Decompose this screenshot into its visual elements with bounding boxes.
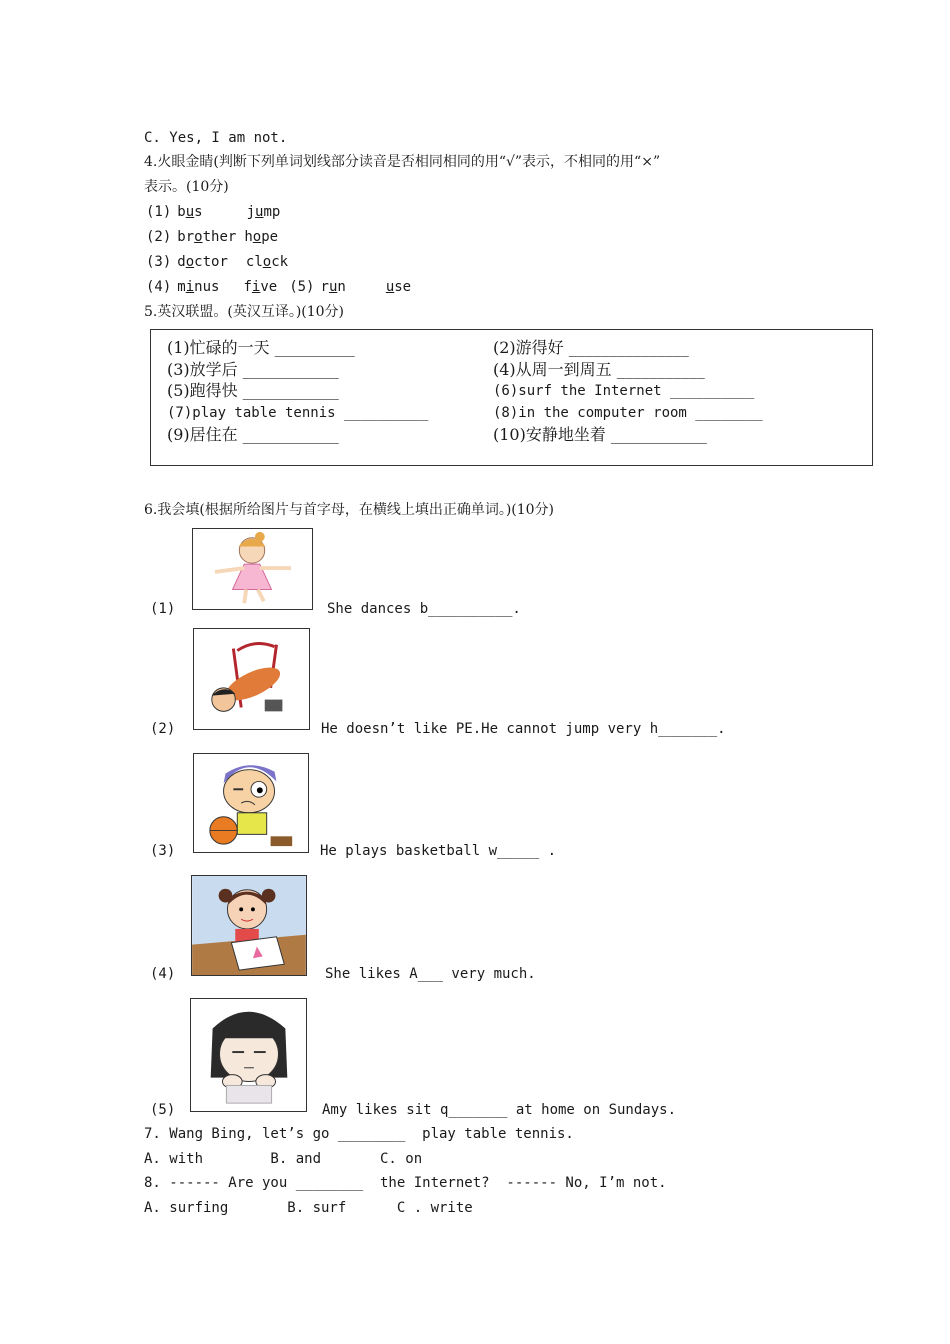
q6-item-4-text: She likes A___ very much. — [325, 966, 536, 982]
translation-item-4: (4)从周一到周五 ___________ — [493, 360, 705, 379]
q8-options: A. surfing B. surf C . write — [144, 1200, 473, 1216]
q7-question: 7. Wang Bing, let’s go ________ play table tennis. — [144, 1126, 574, 1142]
q6-item-5-num: (5) — [150, 1102, 176, 1118]
q4-item-2: (2) brother hope — [146, 229, 279, 245]
translation-box — [150, 329, 873, 466]
translation-item-5: (5)跑得快 ____________ — [167, 381, 339, 400]
translation-item-2: (2)游得好 _______________ — [493, 338, 689, 357]
q6-item-2-num: (2) — [150, 721, 176, 737]
quiet-girl-icon — [190, 998, 307, 1112]
translation-item-6: (6)surf the Internet __________ — [493, 383, 755, 399]
dancing-girl-icon — [192, 528, 313, 610]
q6-title: 6.我会填(根据所给图片与首字母，在横线上填出正确单词。)(10分) — [144, 502, 555, 518]
basketball-boy-icon — [193, 753, 309, 853]
q4-title-cont: 表示。(10分) — [144, 179, 229, 195]
translation-item-1: (1)忙碌的一天 __________ — [167, 338, 355, 357]
q6-item-3-text: He plays basketball w_____ . — [320, 843, 557, 859]
translation-item-3: (3)放学后 ____________ — [167, 360, 339, 379]
q4-item-1: (1) bus jump — [146, 204, 281, 220]
translation-item-7: (7)play table tennis __________ — [167, 405, 429, 421]
q6-item-1-text: She dances b__________. — [327, 601, 521, 617]
translation-item-10: (10)安静地坐着 ____________ — [493, 425, 707, 444]
q4-title: 4.火眼金睛(判断下列单词划线部分读音是否相同相同的用“√”表示，不相同的用“×” — [144, 154, 661, 170]
q6-item-1-num: (1) — [150, 601, 176, 617]
q4-item-4-5: (4) minus five (5) run use — [146, 279, 412, 295]
q7-options: A. with B. and C. on — [144, 1151, 423, 1167]
q6-item-4-num: (4) — [150, 966, 176, 982]
q6-item-2-text: He doesn’t like PE.He cannot jump very h_______. — [321, 721, 726, 737]
translation-item-9: (9)居住在 ____________ — [167, 425, 339, 444]
q4-item-3: (3) doctor clock — [146, 254, 289, 270]
option-c-text: C. Yes, I am not. — [144, 130, 288, 146]
q6-item-5-text: Amy likes sit q_______ at home on Sundays. — [322, 1102, 677, 1118]
q8-question: 8. ------ Are you ________ the Internet? ------ No, I’m not. — [144, 1175, 667, 1191]
q6-item-3-num: (3) — [150, 843, 176, 859]
translation-item-8: (8)in the computer room ________ — [493, 405, 763, 421]
girl-drawing-icon — [191, 875, 307, 976]
q5-title: 5.英汉联盟。(英汉互译。)(10分) — [144, 304, 345, 320]
high-jump-boy-icon — [193, 628, 310, 730]
